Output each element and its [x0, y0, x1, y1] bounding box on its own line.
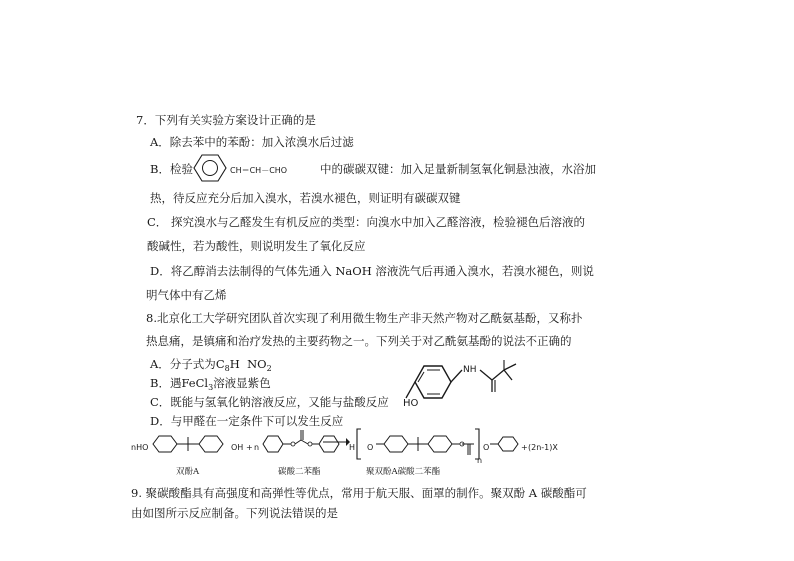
phenyl-end-group [490, 436, 520, 452]
formula-no-count: 2 [266, 364, 272, 373]
q8-option-b-suffix: 溶液显紫色 [213, 376, 271, 390]
q8-line2: 热息痛，是镇痛和治疗发热的主要药物之一。下列关于对乙酰氨基酚的说法不正确的 [146, 334, 572, 348]
eq-left-coefficient: nHO [131, 443, 149, 452]
formula-h: H [229, 357, 240, 371]
carbonyl-group [462, 428, 474, 458]
bisphenol-a-structure [152, 433, 228, 455]
eq-n-coefficient: n [254, 443, 260, 452]
label-diphenyl-carbonate: 碳酸二苯酯 [278, 467, 321, 477]
q7-option-b-text: 中的碳碳双键：加入足量新制氢氧化铜悬浊液，水浴加 [320, 162, 596, 176]
q7-stem: 7．下列有关实验方案设计正确的是 [136, 113, 316, 127]
q8-option-d: D．与甲醛在一定条件下可以发生反应 [150, 414, 344, 428]
amide-nh-label: NH [463, 365, 477, 375]
eq-byproduct: (2n-1)X [528, 443, 558, 452]
formula-fecl: FeCl [181, 376, 209, 390]
q8-option-a-prefix: A．分子式为 [150, 357, 216, 371]
eq-o-2: O [483, 443, 490, 452]
eq-plus-2: + [521, 443, 528, 452]
reaction-arrow [322, 436, 350, 448]
eq-plus-1: + [246, 443, 253, 452]
q7-option-b-line2: 热，待反应充分后加入溴水，若溴水褪色，则证明有碳碳双键 [150, 191, 461, 205]
formula-c: C [215, 357, 225, 371]
label-bisphenol-a: 双酚A [176, 467, 200, 477]
q7-option-a: A．除去苯中的苯酚：加入浓溴水后过滤 [150, 135, 354, 149]
q7-option-c-line1: C． 探究溴水与乙醛发生有机反应的类型：向溴水中加入乙醛溶液，检验褪色后溶液的 [147, 215, 585, 229]
q7-option-c-line2: 酸碱性，若为酸性，则说明发生了氧化反应 [147, 239, 366, 253]
q8-line1: 8.北京化工大学研究团队首次实现了利用微生物生产非天然产物对乙酰氨基酚，又称扑 [146, 311, 583, 325]
eq-subscript-n: n [477, 456, 483, 465]
q8-option-c: C．既能与氢氧化钠溶液反应，又能与盐酸反应 [150, 395, 389, 409]
polycarbonate-repeat-unit [376, 428, 466, 458]
q7-option-d-line2: 明气体中有乙烯 [146, 288, 227, 302]
formula-fecl-count: 3 [208, 383, 214, 392]
q7-option-d-line1: D．将乙醇消去法制得的气体先通入 NaOH 溶液洗气后再通入溴水，若溴水褪色，则说 [150, 264, 594, 278]
label-polycarbonate: 聚双酚A碳酸二苯酯 [366, 467, 441, 477]
eq-oh: OH [231, 443, 244, 452]
formula-c-count: 8 [224, 364, 230, 373]
q9-line2: 由如图所示反应制备。下列说法错误的是 [131, 506, 338, 520]
formula-no: NO [247, 357, 267, 371]
q8-option-b [150, 376, 271, 395]
q8-option-a [150, 357, 272, 376]
benzene-ring-q7b [193, 153, 227, 183]
q7-option-b-prefix: B．检验 [150, 162, 193, 176]
q8-option-b-prefix: B．遇 [150, 376, 182, 390]
hydroxyl-label: HO [403, 398, 419, 409]
eq-o-1: O [367, 443, 374, 452]
q9-line1: 9. 聚碳酸酯具有高强度和高弹性等优点，常用于航天服、面罩的制作。聚双酚 A 碳酸酯可 [131, 486, 587, 500]
q7-option-b-structure: CH＝CH－CHO [230, 166, 288, 175]
polymer-bracket-left [356, 428, 362, 460]
eq-h-end: H [349, 443, 356, 452]
